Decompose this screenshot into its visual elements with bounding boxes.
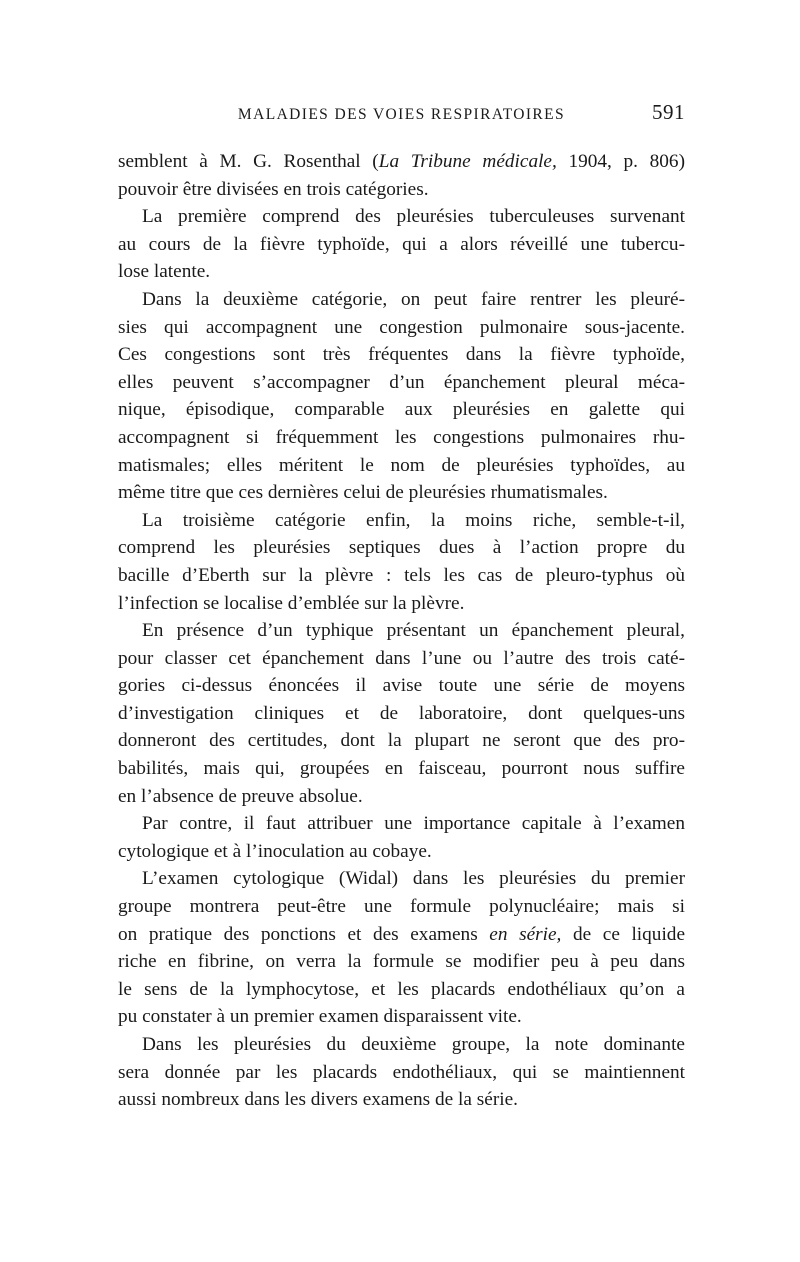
text-line: En présence d’un typhique présentant un épanchement pleural,: [142, 620, 685, 642]
text-line: au cours de la fièvre typhoïde, qui a alors réveillé une tubercu-: [118, 233, 685, 255]
text-line: La troisième catégorie enfin, la moins riche, semble-t-il,: [142, 509, 685, 531]
text-line: l’infection se localise d’emblée sur la plèvre.: [118, 592, 465, 614]
paragraph: [118, 148, 685, 203]
text-line: accompagnent si fréquemment les congestions pulmonaires rhu-: [118, 426, 685, 448]
text-line: pu constater à un premier examen disparaissent vite.: [118, 1006, 522, 1028]
text-line: matismales; elles méritent le nom de pleurésies typhoïdes, au: [118, 454, 685, 476]
text-line: babilités, mais qui, groupées en faisceau, pourront nous suffire: [118, 758, 685, 780]
text-line: même titre que ces dernières celui de pleurésies rhumatismales.: [118, 482, 608, 504]
text-line: cytologique et à l’inoculation au cobaye.: [118, 840, 432, 862]
text-line: elles peuvent s’accompagner d’un épanchement pleural méca-: [118, 371, 685, 393]
text-segment: on pratique des ponctions et des examens: [118, 923, 490, 945]
text-segment: 1904, p. 806): [556, 151, 685, 172]
text-line: Ces congestions sont très fréquentes dans la fièvre typhoïde,: [118, 344, 685, 366]
running-title: MALADIES DES VOIES RESPIRATOIRES: [237, 106, 566, 123]
paragraph: [118, 1031, 685, 1114]
italic-text: en série,: [489, 923, 562, 945]
text-line: comprend les pleurésies septiques dues à l’action propre du: [118, 537, 685, 559]
text-line: aussi nombreux dans les divers examens de la série.: [118, 1089, 518, 1111]
text-line: Dans la deuxième catégorie, on peut faire rentrer les pleuré-: [142, 288, 685, 310]
text-segment: semblent à M. G. Rosenthal (: [118, 151, 379, 172]
text-line: [118, 148, 685, 176]
text-line: Par contre, il faut attribuer une importance capitale à l’examen: [142, 813, 685, 835]
text-line: nique, épisodique, comparable aux pleurésies en galette qui: [118, 399, 685, 421]
text-line: bacille d’Eberth sur la plèvre : tels les cas de pleuro-typhus où: [118, 564, 685, 586]
text-line: gories ci-dessus énoncées il avise toute une série de moyens: [118, 675, 685, 697]
text-line: donneront des certitudes, dont la plupart ne seront que des pro-: [118, 730, 685, 752]
page-number: 591: [652, 100, 685, 124]
paragraph: [118, 203, 685, 286]
text-line: riche en fibrine, on verra la formule se modifier peu à peu dans: [118, 951, 685, 973]
text-line: pour classer cet épanchement dans l’une ou l’autre des trois caté-: [118, 647, 685, 669]
text-line: sera donnée par les placards endothéliaux, qui se maintiennent: [118, 1061, 685, 1083]
text-line: La première comprend des pleurésies tuberculeuses survenant: [142, 206, 685, 228]
text-line: Dans les pleurésies du deuxième groupe, la note dominante: [142, 1034, 685, 1055]
text-line: d’investigation cliniques et de laboratoire, dont quelques-uns: [118, 702, 685, 724]
text-line: lose latente.: [118, 261, 211, 283]
paragraph: [118, 617, 685, 810]
italic-text: La Tribune médicale,: [378, 151, 557, 172]
text-segment: de ce liquide: [561, 923, 686, 945]
paragraph: [118, 286, 685, 507]
body-text: [118, 148, 685, 1114]
paragraph: [118, 865, 685, 1031]
text-line: le sens de la lymphocytose, et les placards endothéliaux qu’on a: [118, 978, 685, 1000]
text-line: pouvoir être divisées en trois catégories.: [118, 178, 429, 200]
page-header: [118, 100, 685, 130]
text-line: sies qui accompagnent une congestion pulmonaire sous-jacente.: [118, 316, 685, 338]
text-line: L’examen cytologique (Widal) dans les pleurésies du premier: [142, 868, 685, 890]
text-line: [118, 921, 685, 949]
paragraph: [118, 507, 685, 617]
paragraph: [118, 810, 685, 865]
text-line: en l’absence de preuve absolue.: [118, 785, 363, 807]
text-line: groupe montrera peut-être une formule polynucléaire; mais si: [118, 896, 685, 918]
